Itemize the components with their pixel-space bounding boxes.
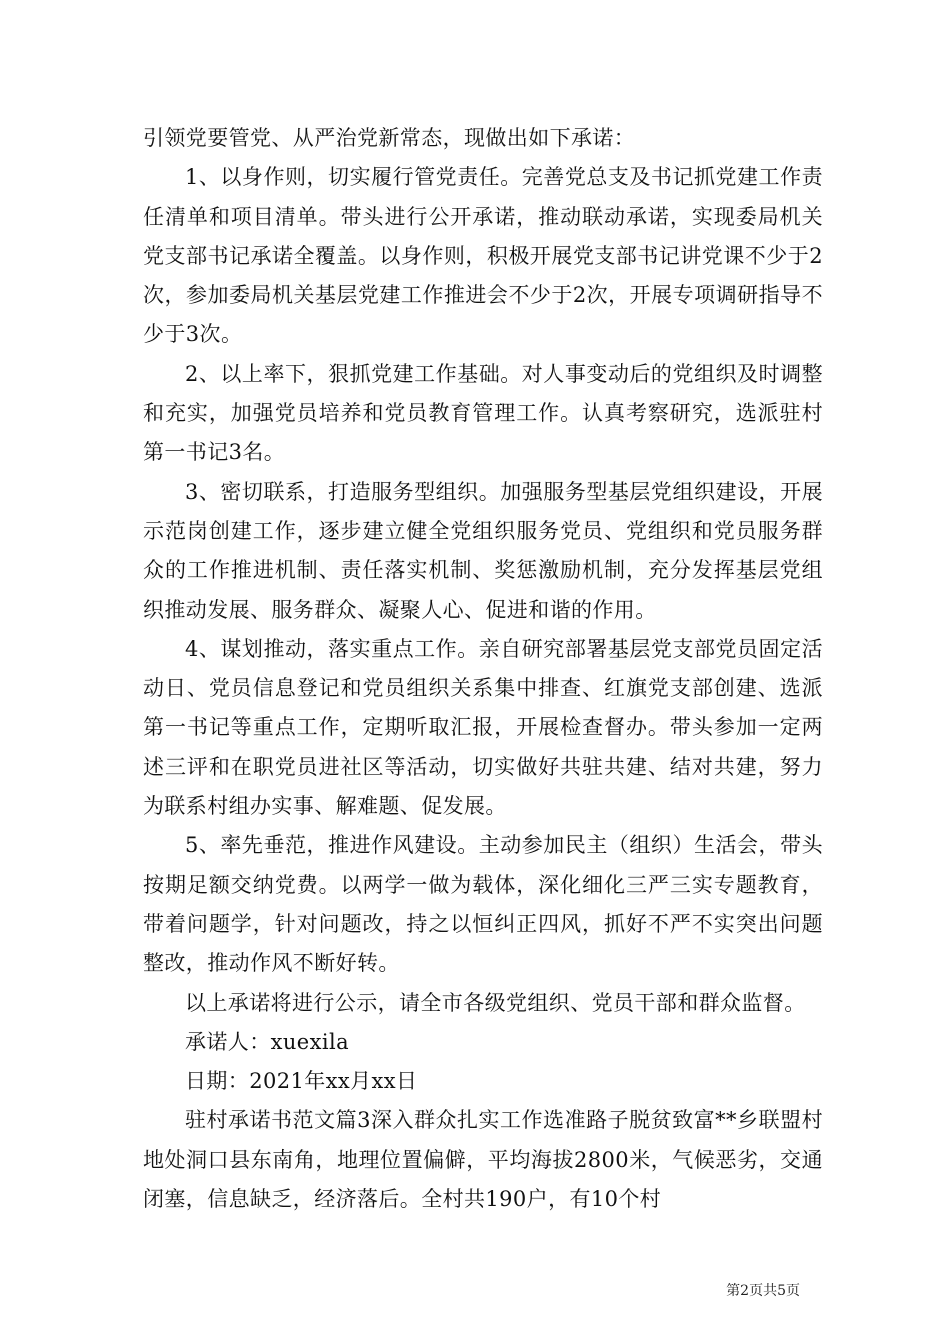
signer-line: 承诺人：xuexila xyxy=(185,1029,349,1054)
paragraph-item-1: 1、以身作则，切实履行管党责任。完善党总支及书记抓党建工作责任清单和项目清单。带头进行公开承诺，推动联动承诺，实现委局机关党支部书记承诺全覆盖。以身作则，积极开展党支部书记讲党课不少于2次，参加委局机关基层党建工作推进会不少于2次，开展专项调研指导不少于3次。 xyxy=(143,165,823,347)
paragraph-intro: 引领党要管党、从严治党新常态，现做出如下承诺： xyxy=(143,126,636,150)
paragraph-publicity: 以上承诺将进行公示，请全市各级党组织、党员干部和群众监督。 xyxy=(185,990,806,1015)
paragraph-item-2: 2、以上率下，狠抓党建工作基础。对人事变动后的党组织及时调整和充实，加强党员培养和党员教育管理工作。认真考察研究，选派驻村第一书记3名。 xyxy=(143,361,823,465)
page-number: 第2页共5页 xyxy=(726,1283,800,1299)
paragraph-item-3: 3、密切联系，打造服务型组织。加强服务型基层党组织建设，开展示范岗创建工作，逐步建立健全党组织服务党员、党组织和党员服务群众的工作推进机制、责任落实机制、奖惩激励机制，充分发挥基层党组织推动发展、服务群众、凝聚人心、促进和谐的作用。 xyxy=(143,479,823,622)
date-line: 日期：2021年xx月xx日 xyxy=(185,1069,418,1094)
document-body xyxy=(143,119,823,1219)
paragraph-item-4: 4、谋划推动，落实重点工作。亲自研究部署基层党支部党员固定活动日、党员信息登记和党员组织关系集中排查、红旗党支部创建、选派第一书记等重点工作，定期听取汇报，开展检查督办。带头参加一定两述三评和在职党员进社区等活动，切实做好共驻共建、结对共建，努力为联系村组办实事、解难题、促发展。 xyxy=(143,636,823,819)
paragraph-item-5: 5、率先垂范，推进作风建设。主动参加民主（组织）生活会，带头按期足额交纳党费。以两学一做为载体，深化细化三严三实专题教育，带着问题学，针对问题改，持之以恒纠正四风，抓好不严不实突出问题整改，推动作风不断好转。 xyxy=(143,833,823,976)
paragraph-article-3: 驻村承诺书范文篇3深入群众扎实工作选准路子脱贫致富**乡联盟村地处洞口县东南角，地理位置偏僻，平均海拔2800米，气候恶劣，交通闭塞，信息缺乏，经济落后。全村共190户，有10个村 xyxy=(143,1108,823,1212)
